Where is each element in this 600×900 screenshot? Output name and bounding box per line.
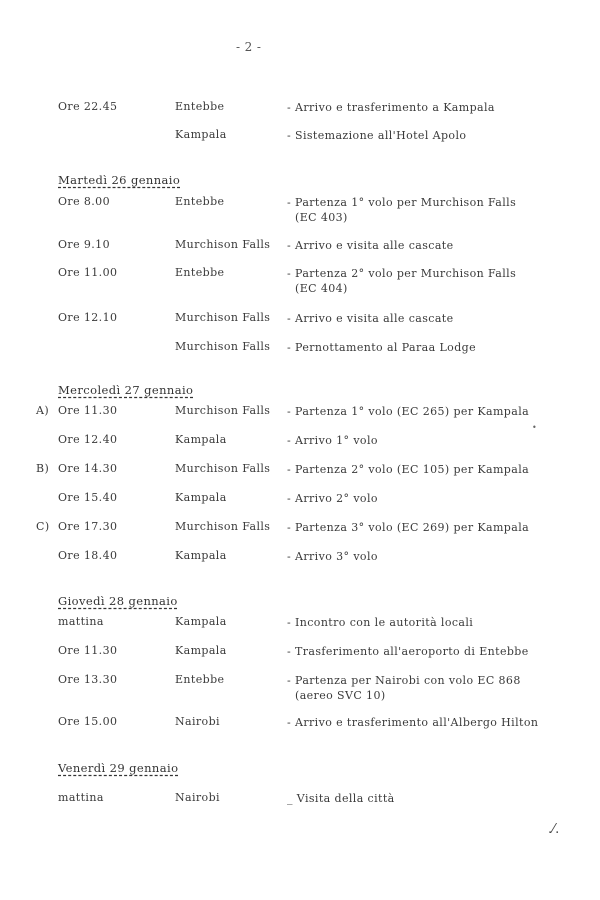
place: Murchison Falls — [175, 311, 271, 324]
place: Kampala — [175, 549, 227, 562]
itinerary-row — [0, 673, 600, 703]
time: mattina — [58, 791, 104, 804]
time: Ore 13.30 — [58, 673, 118, 686]
description: - Arrivo 2° volo — [287, 492, 378, 505]
option-marker: B) — [36, 462, 50, 475]
description: - Partenza per Nairobi con volo EC 868 — [287, 674, 521, 687]
time: Ore 12.40 — [58, 433, 118, 446]
description: - Arrivo e visita alle cascate — [287, 239, 454, 252]
description: - Pernottamento al Paraa Lodge — [287, 341, 476, 354]
place: Kampala — [175, 491, 227, 504]
itinerary-row — [0, 791, 600, 821]
day-heading: Giovedì 28 gennaio — [58, 594, 178, 608]
itinerary-row — [0, 311, 600, 341]
day-heading: Mercoledì 27 gennaio — [58, 383, 194, 397]
ink-speck: • — [532, 423, 538, 432]
place: Murchison Falls — [175, 340, 271, 353]
time: Ore 8.00 — [58, 195, 110, 208]
place: Kampala — [175, 644, 227, 657]
option-marker: C) — [36, 520, 50, 533]
itinerary-row — [0, 549, 600, 579]
place: Entebbe — [175, 266, 225, 279]
itinerary-row — [0, 644, 600, 674]
itinerary-row — [0, 462, 600, 492]
place: Entebbe — [175, 100, 225, 113]
day-heading: Venerdì 29 gennaio — [58, 761, 179, 775]
place: Kampala — [175, 615, 227, 628]
itinerary-row — [0, 100, 600, 130]
description: - Arrivo e visita alle cascate — [287, 312, 454, 325]
itinerary-row — [0, 128, 600, 158]
place: Nairobi — [175, 791, 220, 804]
time: Ore 11.00 — [58, 266, 118, 279]
place: Kampala — [175, 433, 227, 446]
itinerary-row — [0, 520, 600, 550]
time: Ore 17.30 — [58, 520, 118, 533]
time: mattina — [58, 615, 104, 628]
place: Kampala — [175, 128, 227, 141]
time: Ore 14.30 — [58, 462, 118, 475]
description-cont: (EC 404) — [295, 282, 348, 295]
itinerary-row — [0, 195, 600, 225]
itinerary-row — [0, 266, 600, 296]
place: Murchison Falls — [175, 404, 271, 417]
itinerary-row — [0, 433, 600, 463]
place: Nairobi — [175, 715, 220, 728]
description: - Arrivo e trasferimento all'Albergo Hilton — [287, 716, 539, 729]
time: Ore 22.45 — [58, 100, 118, 113]
place: Murchison Falls — [175, 520, 271, 533]
description: - Trasferimento all'aeroporto di Entebbe — [287, 645, 529, 658]
continuation-mark: .⁄. — [548, 822, 560, 837]
time: Ore 12.10 — [58, 311, 118, 324]
description-cont: (aereo SVC 10) — [295, 689, 386, 702]
day-heading: Martedì 26 gennaio — [58, 173, 181, 187]
description: - Arrivo 3° volo — [287, 550, 378, 563]
option-marker: A) — [36, 404, 50, 417]
description: - Arrivo e trasferimento a Kampala — [287, 101, 495, 114]
description: - Incontro con le autorità locali — [287, 616, 474, 629]
description: - Partenza 2° volo (EC 105) per Kampala — [287, 463, 530, 476]
description: - Sistemazione all'Hotel Apolo — [287, 129, 467, 142]
itinerary-row — [0, 238, 600, 268]
description: - Arrivo 1° volo — [287, 434, 378, 447]
itinerary-row — [0, 404, 600, 434]
itinerary-row — [0, 340, 600, 370]
time: Ore 11.30 — [58, 404, 118, 417]
description: - Partenza 2° volo per Murchison Falls — [287, 267, 517, 280]
time: Ore 18.40 — [58, 549, 118, 562]
time: Ore 15.40 — [58, 491, 118, 504]
time: Ore 15.00 — [58, 715, 118, 728]
description: _ Visita della città — [287, 792, 395, 805]
page-number: - 2 - — [236, 40, 262, 54]
itinerary-row — [0, 615, 600, 645]
description-cont: (EC 403) — [295, 211, 348, 224]
itinerary-row — [0, 715, 600, 745]
time: Ore 11.30 — [58, 644, 118, 657]
place: Murchison Falls — [175, 462, 271, 475]
time: Ore 9.10 — [58, 238, 110, 251]
place: Entebbe — [175, 673, 225, 686]
description: - Partenza 1° volo per Murchison Falls — [287, 196, 517, 209]
description: - Partenza 1° volo (EC 265) per Kampala — [287, 405, 530, 418]
place: Entebbe — [175, 195, 225, 208]
itinerary-row — [0, 491, 600, 521]
description: - Partenza 3° volo (EC 269) per Kampala — [287, 521, 530, 534]
place: Murchison Falls — [175, 238, 271, 251]
